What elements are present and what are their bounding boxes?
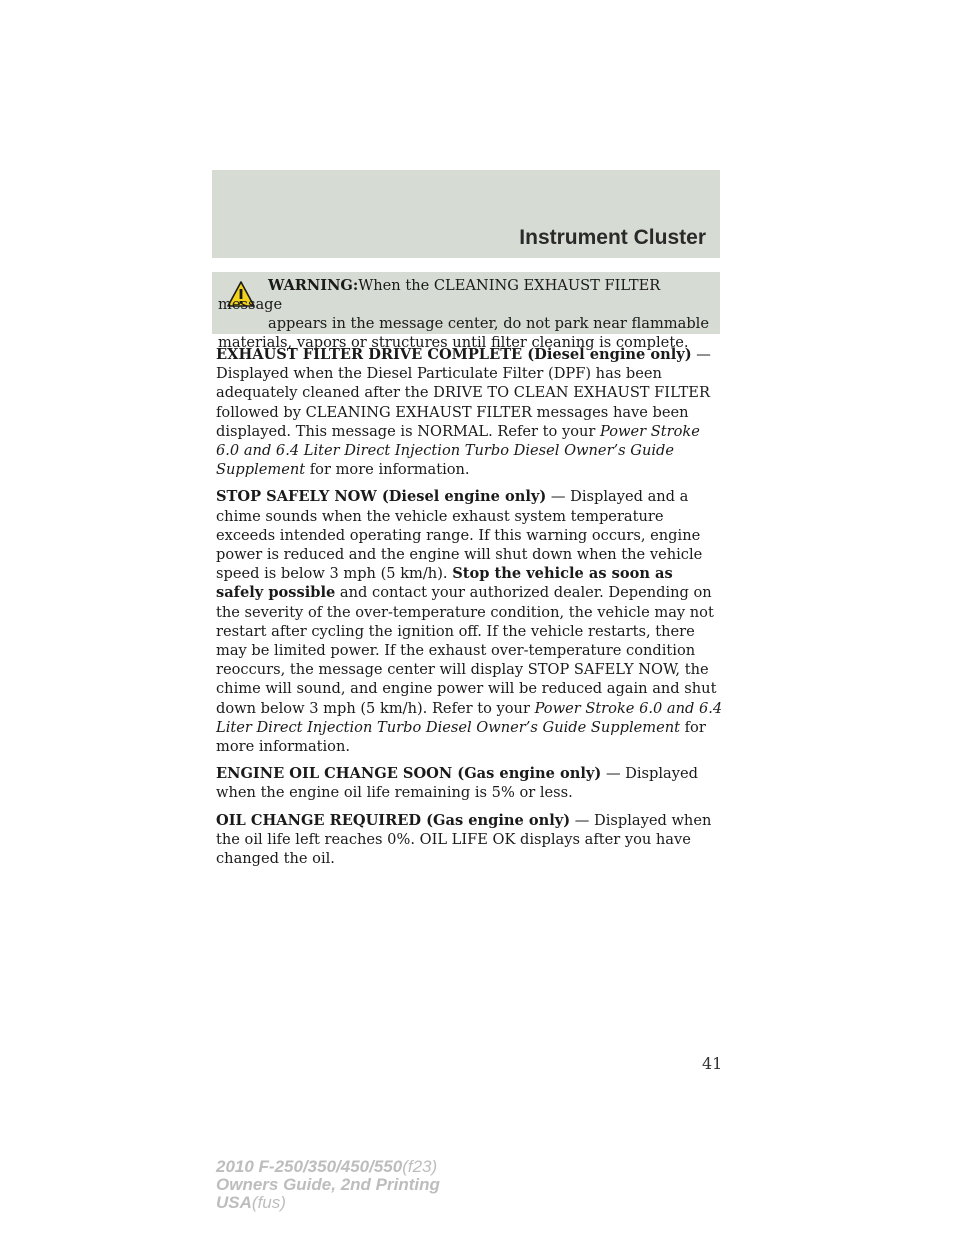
bold-stop-vehicle: Stop the vehicle as soon as safely possible bbox=[216, 565, 673, 602]
section-header-band bbox=[212, 170, 720, 258]
paragraph-oil-change-soon bbox=[216, 764, 724, 802]
ref-exhaust-filter: Power Stroke 6.0 and 6.4 Liter Direct Injection Turbo Diesel Owner’s Guide Supplement bbox=[216, 422, 700, 479]
text-oil-change-required: — Displayed when the oil life left reaches 0%. OIL LIFE OK displays after you have changed the oil. bbox=[216, 811, 712, 868]
warning-box bbox=[212, 272, 720, 351]
tail-exhaust-filter: for more information. bbox=[305, 461, 470, 479]
text-stop-safely: — Displayed and a chime sounds when the vehicle exhaust system temperature exceeds intended operating range. If this warning occurs, engine power is reduced and the engine will shut down when the vehicle speed is below 3 mph (5 km/h). bbox=[216, 488, 703, 583]
warning-line-3: materials, vapors or structures until filter cleaning is complete. bbox=[218, 334, 689, 351]
text-exhaust-filter: — Displayed when the Diesel Particulate Filter (DPF) has been adequately cleaned after the DRIVE TO CLEAN EXHAUST FILTER followed by CLEANING EXHAUST FILTER messages have been displayed. This message is NORMAL. Refer to your bbox=[216, 346, 711, 440]
ref-stop-safely: Power Stroke 6.0 and 6.4 Liter Direct Injection Turbo Diesel Owner’s Guide Supplement bbox=[216, 699, 723, 736]
footer-print-info bbox=[216, 1158, 440, 1212]
paragraph-exhaust-filter bbox=[216, 345, 724, 479]
tail-stop-safely: for more information. bbox=[216, 718, 706, 756]
footer-model: 2010 F-250/350/450/550 bbox=[216, 1157, 403, 1176]
footer-printing: Owners Guide, 2nd Printing bbox=[216, 1175, 440, 1194]
heading-stop-safely: STOP SAFELY NOW (Diesel engine only) bbox=[216, 488, 547, 506]
warning-text bbox=[218, 276, 714, 352]
text-oil-change-soon: — Displayed when the engine oil life remaining is 5% or less. bbox=[216, 765, 698, 802]
paragraph-oil-change-required bbox=[216, 811, 724, 869]
page-number: 41 bbox=[702, 1054, 723, 1073]
warning-line-1: When the CLEANING EXHAUST FILTER message bbox=[218, 277, 661, 313]
body-content bbox=[216, 345, 724, 876]
footer-model-code: (f23) bbox=[402, 1157, 438, 1176]
heading-oil-change-soon: ENGINE OIL CHANGE SOON (Gas engine only) bbox=[216, 765, 602, 783]
footer-market: USA bbox=[216, 1193, 252, 1212]
heading-exhaust-filter: EXHAUST FILTER DRIVE COMPLETE (Diesel engine only) bbox=[216, 346, 692, 363]
footer-market-code: (fus) bbox=[251, 1193, 286, 1212]
paragraph-stop-safely bbox=[216, 487, 724, 756]
warning-line-2: appears in the message center, do not park near flammable bbox=[268, 315, 709, 332]
heading-oil-change-required: OIL CHANGE REQUIRED (Gas engine only) bbox=[216, 811, 571, 829]
section-title: Instrument Cluster bbox=[519, 226, 706, 249]
text-stop-safely-2: and contact your authorized dealer. Depending on the severity of the over-temperature condition, the vehicle may not restart after cycling the ignition off. If the vehicle restarts, there may be limited power. If the exhaust over-temperature condition reoccurs, the message center will display STOP SAFELY NOW, the chime will sound, and engine power will be reduced again and shut down below 3 mph (5 km/h). Refer to your bbox=[216, 584, 717, 717]
warning-label: WARNING: bbox=[268, 277, 359, 294]
